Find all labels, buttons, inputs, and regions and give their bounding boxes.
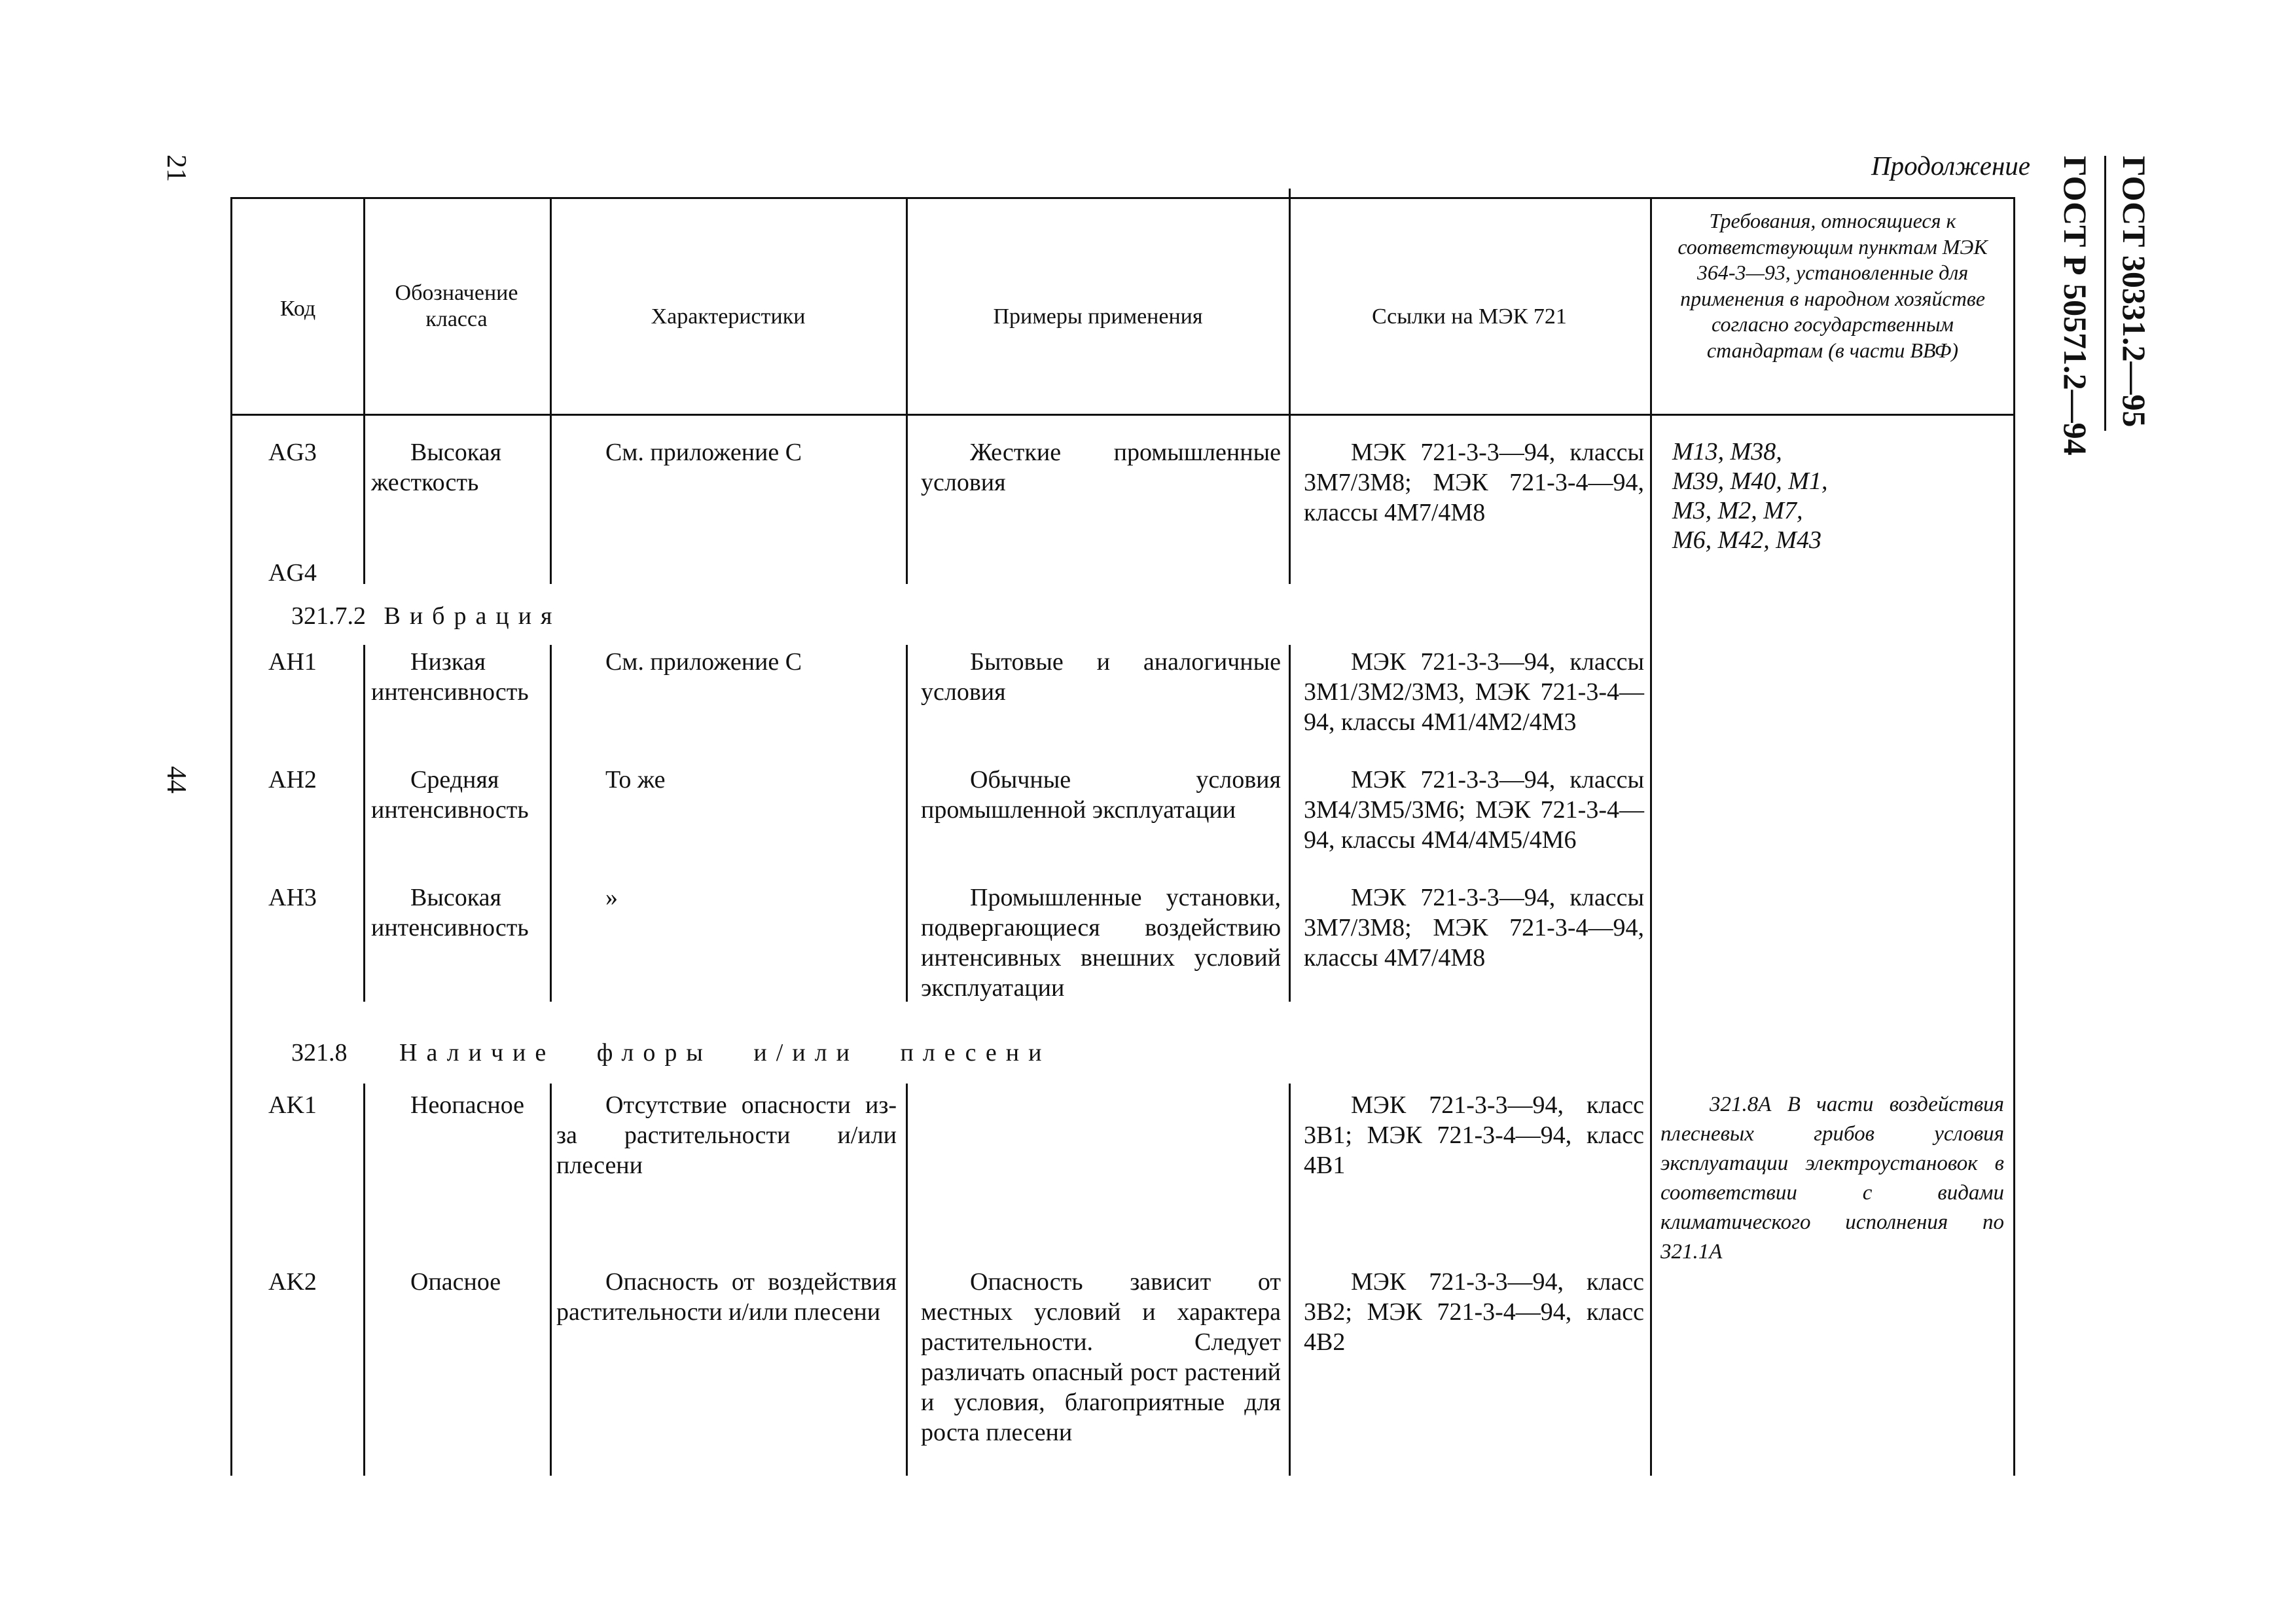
row-examples: Промышленные установки, подвергающиеся воздействию интенсивных внешних условий эксплуатации xyxy=(921,884,1281,1002)
row-requirements: M13, M38, M39, M40, M1, M3, M2, M7, M6, M42, M43 xyxy=(1672,438,1828,554)
row-requirements: 321.8А В части воздействия плесневых грибов условия эксплуатации электроустановок в соответствии с видами климатического исполнения по 321.1А xyxy=(1660,1093,2004,1264)
row-examples: Опасность зависит от местных условий и характера растительности. Следует различать опасный рост растений и условия, благоприятные для роста плесени xyxy=(921,1268,1281,1446)
row-code: AH1 xyxy=(268,648,317,676)
row-characteristics: То же xyxy=(605,766,666,793)
standard-divider xyxy=(2104,156,2106,431)
standard-number-2: ГОСТ Р 50571.2—94 xyxy=(2057,156,2094,456)
section-number: 321.8 xyxy=(291,1039,348,1067)
section-title: Вибрация xyxy=(384,602,562,630)
row-examples: Жесткие промышленные условия xyxy=(921,439,1281,496)
header-requirements: Требования, относящиеся к соответствующим пунктам МЭК 364-3—93, установленные для применения в народном хозяйстве согласно государственным стандартам (в части ВВФ) xyxy=(1677,209,1988,362)
row-class-name: Опасное xyxy=(410,1268,501,1296)
continuation-label: Продолжение xyxy=(1871,151,2030,181)
section-title: Наличие флоры и/или плесени xyxy=(399,1039,1051,1067)
page-number-outer: 21 xyxy=(161,155,191,182)
row-iec-refs: МЭК 721-3-3—94, класс 3В2; МЭК 721-3-4—94, класс 4В2 xyxy=(1304,1268,1644,1356)
row-class-name: Высокая жесткость xyxy=(371,439,501,496)
row-class-name: Высокая интенсивность xyxy=(371,884,529,941)
row-code: AH3 xyxy=(268,884,317,911)
row-class-name: Низкая интенсивность xyxy=(371,648,529,706)
section-number: 321.7.2 xyxy=(291,602,366,630)
page-number-inner: 44 xyxy=(161,766,191,793)
row-class-name: Неопасное xyxy=(410,1091,525,1119)
row-code: AH2 xyxy=(268,766,317,793)
header-iec-refs: Ссылки на МЭК 721 xyxy=(1372,304,1567,329)
header-code: Код xyxy=(279,297,316,321)
row-class-name: Средняя интенсивность xyxy=(371,766,529,824)
row-iec-refs: МЭК 721-3-3—94, классы 3М7/3М8; МЭК 721-3-4—94, классы 4М7/4М8 xyxy=(1304,884,1644,972)
row-iec-refs: МЭК 721-3-3—94, классы 3М1/3М2/3М3, МЭК 721-3-4—94, классы 4М1/4М2/4М3 xyxy=(1304,648,1644,736)
row-examples: Обычные условия промышленной эксплуатации xyxy=(921,766,1281,824)
row-characteristics: Опасность от воздействия растительности и/или плесени xyxy=(556,1268,897,1326)
header-characteristics: Характеристики xyxy=(651,304,806,329)
row-code: AG3 xyxy=(268,439,317,466)
standard-number-1: ГОСТ 30331.2—95 xyxy=(2116,156,2153,428)
row-code: AG4 xyxy=(268,559,317,587)
row-iec-refs: МЭК 721-3-3—94, класс 3В1; МЭК 721-3-4—94, класс 4В1 xyxy=(1304,1091,1644,1179)
header-examples: Примеры применения xyxy=(993,304,1203,329)
row-characteristics: » xyxy=(605,884,618,911)
row-characteristics: См. приложение С xyxy=(605,439,802,466)
row-iec-refs: МЭК 721-3-3—94, классы 3М4/3М5/3М6; МЭК 721-3-4—94, классы 4М4/4М5/4М6 xyxy=(1304,766,1644,854)
row-iec-refs: МЭК 721-3-3—94, классы 3М7/3М8; МЭК 721-3-4—94, классы 4М7/4М8 xyxy=(1304,439,1644,526)
row-examples: Бытовые и аналогичные условия xyxy=(921,648,1281,706)
section-heading-flora xyxy=(291,1038,1050,1068)
header-class-name: Обозначение класса xyxy=(395,281,518,331)
row-code: AK2 xyxy=(268,1268,317,1296)
section-heading-vibration xyxy=(291,601,562,631)
row-characteristics: Отсутствие опасности из-за растительности и/или плесени xyxy=(556,1091,897,1179)
row-code: AK1 xyxy=(268,1091,317,1119)
row-characteristics: См. приложение С xyxy=(605,648,802,676)
